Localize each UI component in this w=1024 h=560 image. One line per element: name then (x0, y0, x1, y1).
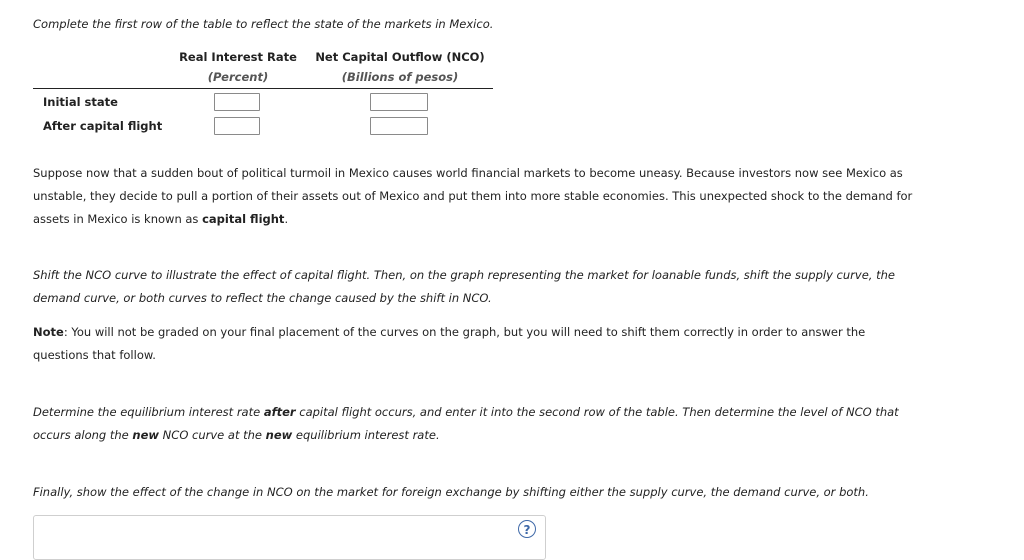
note-label: Note (33, 325, 64, 339)
capital-flight-paragraph (33, 162, 913, 231)
equilibrium-bold-new-2: new (265, 428, 293, 442)
capital-flight-text: Suppose now that a sudden bout of political turmoil in Mexico causes world financial markets to become uneasy. Because investors now see Mexico as unstable, they decide to pull a portion of their assets out of Mexico and put them into more stable economies. This unexpected shock to the demand for assets in Mexico is known as (33, 166, 913, 226)
question-circle-icon[interactable]: ? (518, 520, 536, 538)
capital-flight-term: capital flight (202, 212, 285, 226)
after-nco-input[interactable] (370, 117, 428, 135)
equilibrium-text-1: Determine the equilibrium interest rate (33, 405, 264, 419)
capital-flight-end: . (284, 212, 289, 226)
initial-interest-rate-input[interactable] (214, 93, 260, 111)
equilibrium-bold-after: after (263, 405, 296, 419)
col-header-interest-rate: Real Interest Rate (179, 50, 297, 64)
col-unit-interest-rate: (Percent) (207, 70, 269, 84)
foreign-exchange-instruction: Finally, show the effect of the change in NCO on the market for foreign exchange by shifting either the supply curve, the demand curve, or both. (33, 485, 869, 499)
col-header-nco: Net Capital Outflow (NCO) (315, 50, 485, 64)
col-unit-nco: (Billions of pesos) (341, 70, 459, 84)
table-header-divider (33, 88, 493, 89)
grading-note (33, 321, 913, 367)
row-label-after-capital-flight: After capital flight (43, 119, 163, 133)
equilibrium-text-3: NCO curve at the (159, 428, 266, 442)
shift-instruction: Shift the NCO curve to illustrate the effect of capital flight. Then, on the graph representing the market for loanable funds, shift the supply curve, the demand curve, or both curves to reflect the change caused by the shift in NCO. (33, 268, 895, 305)
equilibrium-bold-new-1: new (132, 428, 160, 442)
equilibrium-instruction (33, 401, 913, 447)
intro-instruction: Complete the first row of the table to reflect the state of the markets in Mexico. (33, 17, 494, 31)
after-interest-rate-input[interactable] (214, 117, 260, 135)
graph-panel (33, 515, 546, 560)
equilibrium-text-2: capital flight occurs, and enter it into the second row of the table. Then determine the level of NCO that occurs along the (33, 405, 899, 442)
row-label-initial-state: Initial state (43, 95, 118, 109)
note-text: : You will not be graded on your final placement of the curves on the graph, but you will need to shift them correctly in order to answer the questions that follow. (33, 325, 866, 362)
initial-nco-input[interactable] (370, 93, 428, 111)
equilibrium-text-4: equilibrium interest rate. (292, 428, 440, 442)
